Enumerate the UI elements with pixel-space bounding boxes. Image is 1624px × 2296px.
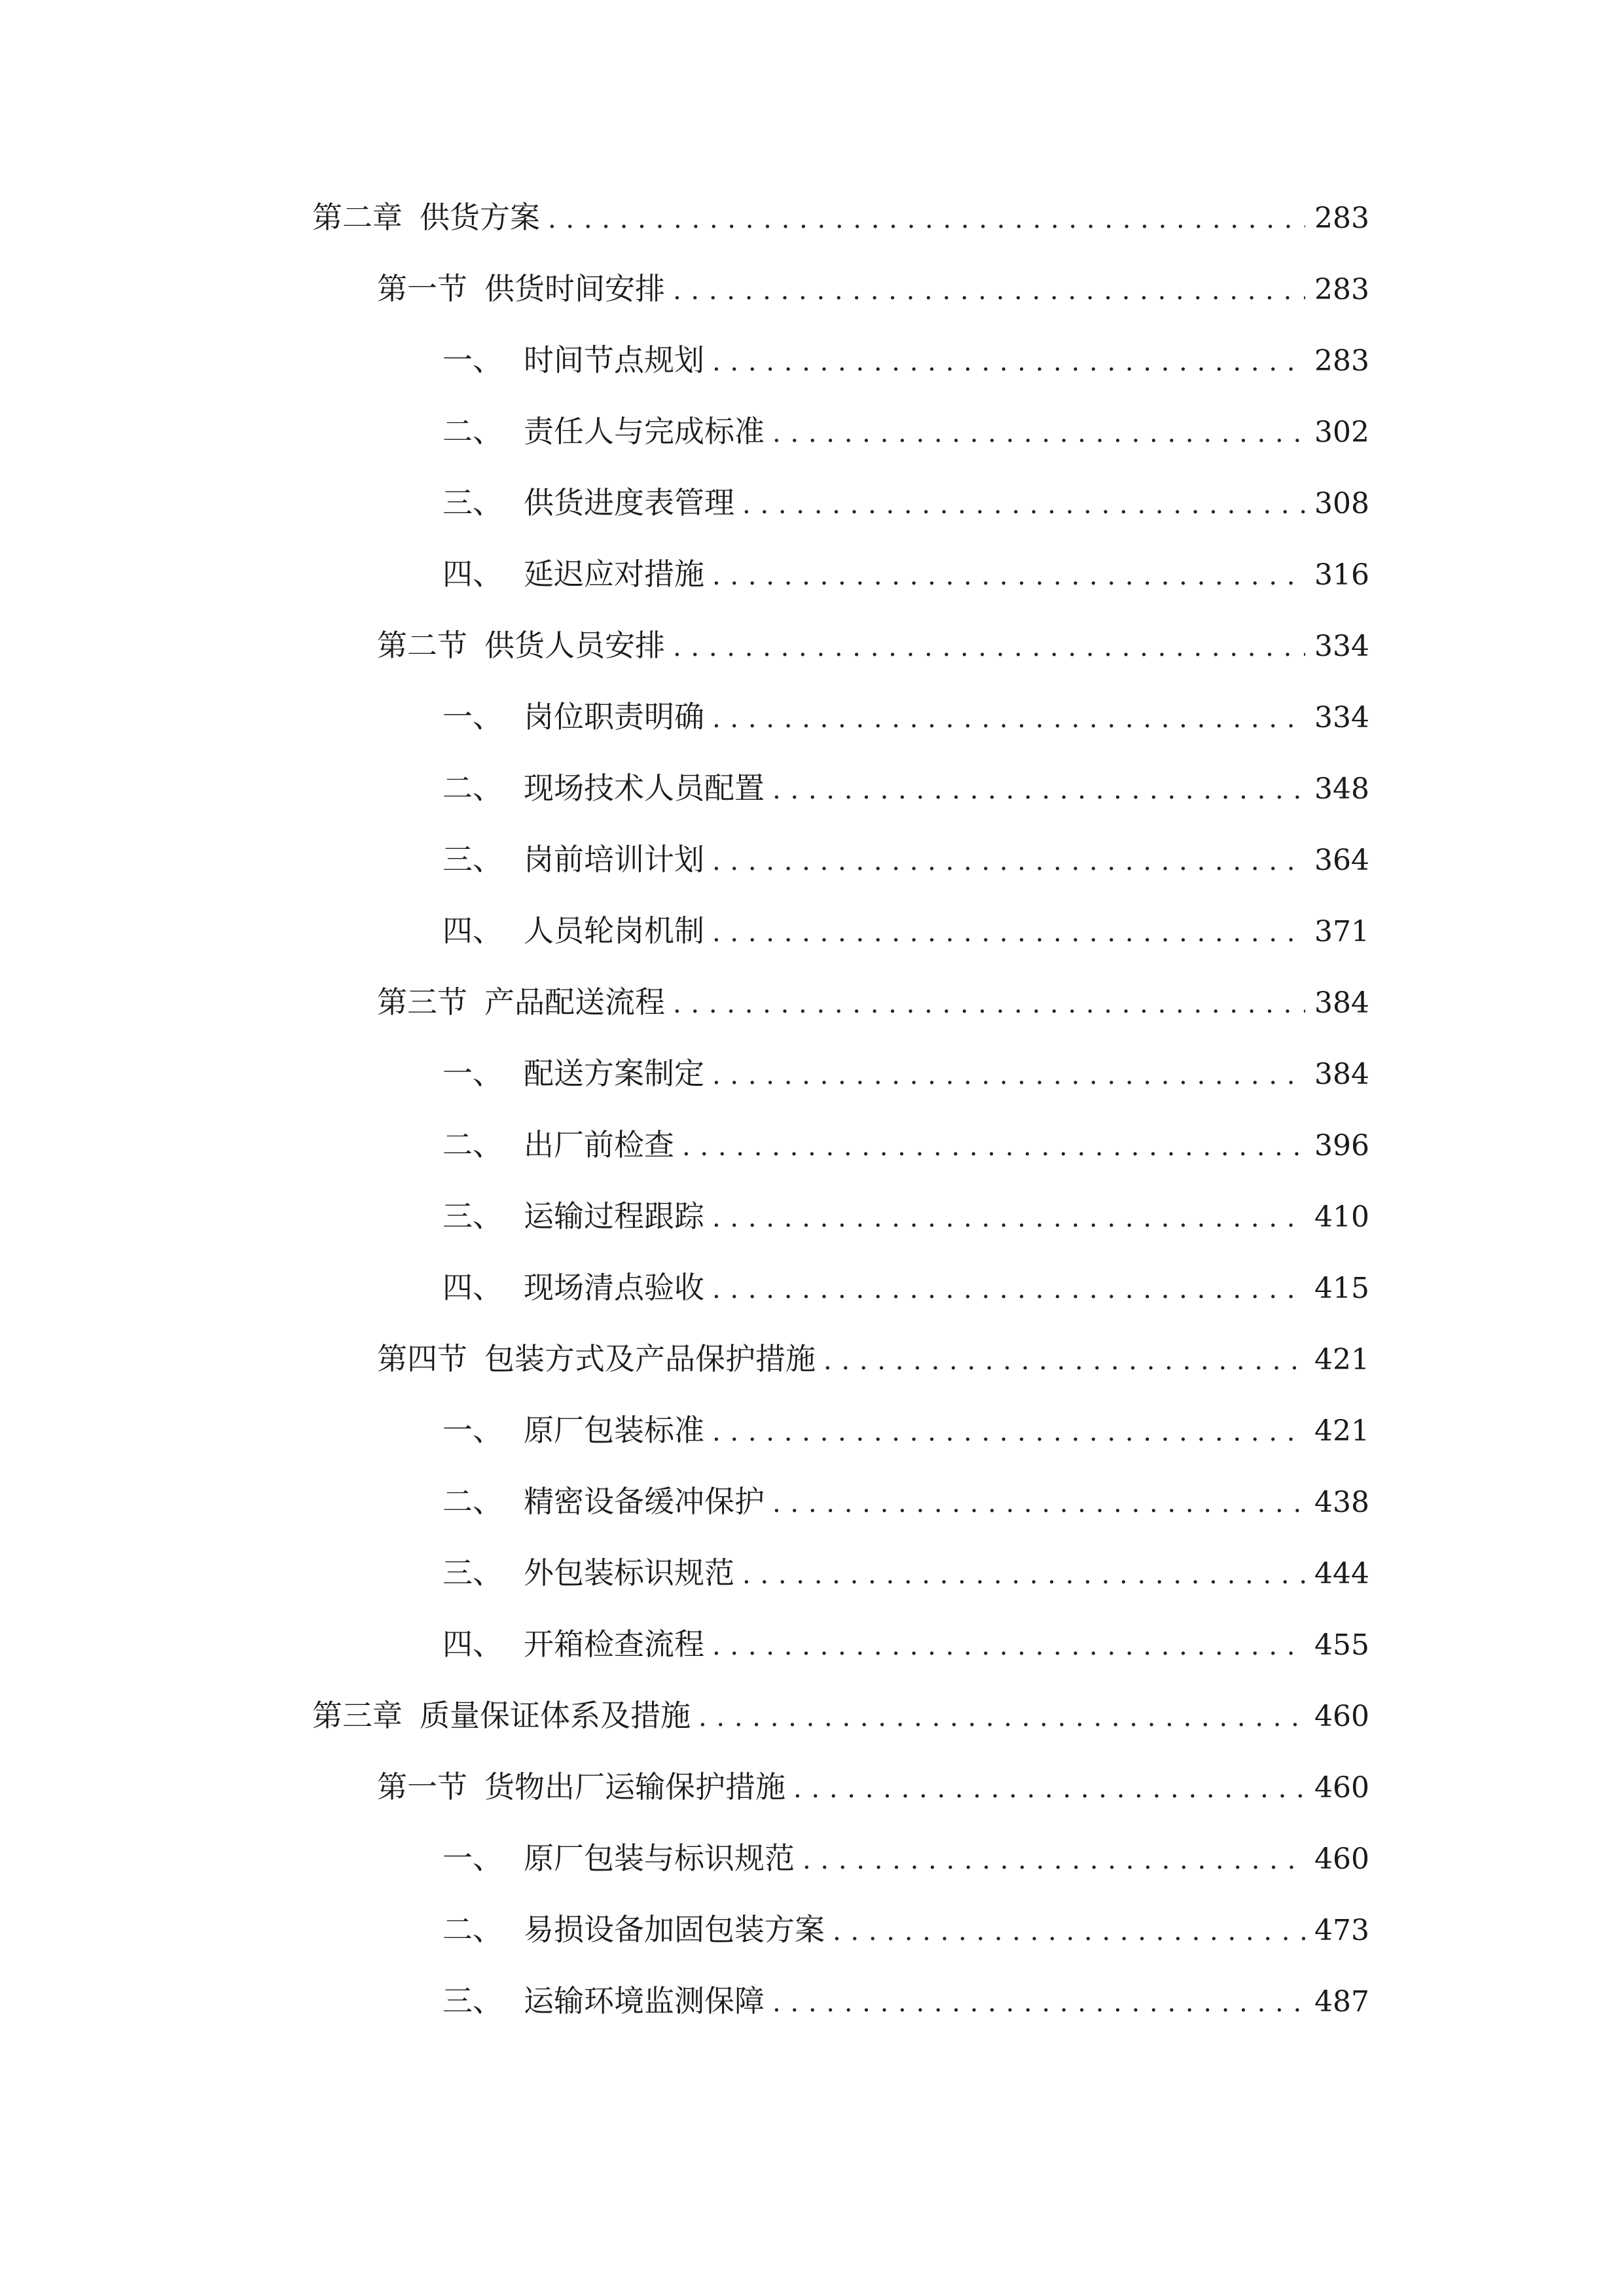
toc-entry-number: 二、 bbox=[442, 1912, 503, 1947]
toc-entry-page: 455 bbox=[1314, 1628, 1369, 1662]
toc-entry-subsection[interactable] bbox=[442, 334, 1369, 386]
toc-dot-leader bbox=[823, 1335, 1305, 1387]
toc-dot-leader bbox=[772, 407, 1305, 459]
toc-dot-leader bbox=[803, 1834, 1305, 1886]
toc-entry-subsection[interactable] bbox=[442, 476, 1369, 529]
toc-entry-title: 包装方式及产品保护措施 bbox=[484, 1341, 816, 1376]
toc-entry-title: 时间节点规划 bbox=[524, 342, 704, 378]
toc-entry-section[interactable] bbox=[377, 619, 1369, 672]
toc-dot-leader bbox=[712, 1192, 1305, 1244]
toc-entry-number: 第一节 bbox=[377, 1769, 467, 1804]
toc-dot-leader bbox=[712, 906, 1305, 959]
toc-dot-leader bbox=[548, 193, 1305, 245]
toc-entry-number: 二、 bbox=[442, 1484, 503, 1519]
toc-entry-section[interactable] bbox=[377, 262, 1369, 315]
toc-entry-page: 302 bbox=[1314, 416, 1369, 449]
toc-entry-number: 第二节 bbox=[377, 628, 467, 663]
toc-entry-page: 460 bbox=[1314, 1771, 1369, 1804]
toc-entry-subsection[interactable] bbox=[442, 1832, 1369, 1884]
toc-entry-title: 易损设备加固包装方案 bbox=[524, 1912, 825, 1947]
toc-entry-number: 三、 bbox=[442, 842, 503, 877]
toc-entry-subsection[interactable] bbox=[442, 1190, 1369, 1242]
toc-entry-chapter[interactable] bbox=[312, 1689, 1369, 1742]
toc-entry-title: 供货进度表管理 bbox=[524, 485, 734, 520]
toc-entry-page: 444 bbox=[1314, 1557, 1369, 1590]
toc-entry-number: 二、 bbox=[442, 414, 503, 449]
toc-entry-subsection[interactable] bbox=[442, 1404, 1369, 1456]
toc-entry-title: 精密设备缓冲保护 bbox=[524, 1484, 765, 1519]
toc-entry-page: 460 bbox=[1314, 1700, 1369, 1733]
toc-entry-number: 第二章 bbox=[312, 200, 403, 235]
toc-entry-page: 384 bbox=[1314, 1058, 1369, 1091]
toc-entry-title: 运输环境监测保障 bbox=[524, 1983, 765, 2018]
toc-entry-title: 原厂包装标准 bbox=[524, 1412, 704, 1448]
toc-entry-title: 现场清点验收 bbox=[524, 1270, 704, 1305]
toc-entry-number: 一、 bbox=[442, 1056, 503, 1091]
toc-entry-page: 334 bbox=[1314, 630, 1369, 663]
toc-entry-number: 三、 bbox=[442, 1555, 503, 1590]
toc-entry-number: 二、 bbox=[442, 770, 503, 806]
toc-entry-title: 货物出厂运输保护措施 bbox=[484, 1769, 785, 1804]
toc-entry-number: 一、 bbox=[442, 342, 503, 378]
toc-dot-leader bbox=[793, 1763, 1305, 1815]
toc-entry-title: 外包装标识规范 bbox=[524, 1555, 734, 1590]
toc-dot-leader bbox=[673, 978, 1305, 1030]
toc-entry-title: 配送方案制定 bbox=[524, 1056, 704, 1091]
toc-entry-number: 三、 bbox=[442, 485, 503, 520]
toc-entry-page: 410 bbox=[1314, 1200, 1369, 1234]
toc-entry-number: 三、 bbox=[442, 1198, 503, 1234]
toc-entry-subsection[interactable] bbox=[442, 548, 1369, 600]
toc-entry-page: 473 bbox=[1314, 1914, 1369, 1947]
toc-entry-page: 283 bbox=[1314, 273, 1369, 306]
toc-entry-subsection[interactable] bbox=[442, 1119, 1369, 1171]
toc-entry-chapter[interactable] bbox=[312, 191, 1369, 243]
toc-entry-subsection[interactable] bbox=[442, 1547, 1369, 1599]
toc-entry-page: 384 bbox=[1314, 986, 1369, 1020]
toc-entry-title: 责任人与完成标准 bbox=[524, 414, 765, 449]
toc-entry-subsection[interactable] bbox=[442, 691, 1369, 743]
toc-entry-subsection[interactable] bbox=[442, 762, 1369, 814]
toc-entry-subsection[interactable] bbox=[442, 1261, 1369, 1314]
toc-dot-leader bbox=[712, 1406, 1305, 1458]
toc-entry-title: 现场技术人员配置 bbox=[524, 770, 765, 806]
toc-entry-section[interactable] bbox=[377, 1761, 1369, 1813]
toc-entry-title: 质量保证体系及措施 bbox=[420, 1698, 691, 1733]
toc-entry-page: 460 bbox=[1314, 1842, 1369, 1876]
toc-entry-title: 岗前培训计划 bbox=[524, 842, 704, 877]
toc-entry-page: 438 bbox=[1314, 1486, 1369, 1519]
toc-dot-leader bbox=[712, 692, 1305, 745]
toc-entry-subsection[interactable] bbox=[442, 1975, 1369, 2027]
toc-entry-number: 四、 bbox=[442, 913, 503, 948]
toc-entry-page: 415 bbox=[1314, 1272, 1369, 1305]
toc-entry-number: 第三章 bbox=[312, 1698, 403, 1733]
toc-dot-leader bbox=[698, 1691, 1305, 1744]
toc-entry-title: 岗位职责明确 bbox=[524, 699, 704, 734]
toc-dot-leader bbox=[712, 835, 1305, 888]
toc-entry-title: 开箱检查流程 bbox=[524, 1626, 704, 1662]
toc-entry-page: 371 bbox=[1314, 915, 1369, 948]
toc-entry-number: 第三节 bbox=[377, 984, 467, 1020]
toc-dot-leader bbox=[673, 264, 1305, 317]
toc-entry-number: 第一节 bbox=[377, 271, 467, 306]
toc-entry-page: 316 bbox=[1314, 558, 1369, 592]
toc-entry-page: 364 bbox=[1314, 844, 1369, 877]
toc-entry-title: 运输过程跟踪 bbox=[524, 1198, 704, 1234]
toc-entry-subsection[interactable] bbox=[442, 1047, 1369, 1100]
toc-dot-leader bbox=[742, 478, 1305, 531]
toc-entry-number: 四、 bbox=[442, 1270, 503, 1305]
toc-dot-leader bbox=[772, 764, 1305, 816]
toc-entry-page: 308 bbox=[1314, 487, 1369, 520]
toc-entry-title: 供货人员安排 bbox=[484, 628, 665, 663]
toc-entry-title: 人员轮岗机制 bbox=[524, 913, 704, 948]
toc-entry-number: 三、 bbox=[442, 1983, 503, 2018]
toc-entry-number: 一、 bbox=[442, 1412, 503, 1448]
toc-entry-page: 283 bbox=[1314, 344, 1369, 378]
toc-entry-page: 348 bbox=[1314, 772, 1369, 806]
toc-dot-leader bbox=[673, 621, 1305, 673]
toc-entry-subsection[interactable] bbox=[442, 1618, 1369, 1670]
toc-entry-title: 供货时间安排 bbox=[484, 271, 665, 306]
toc-entry-number: 第四节 bbox=[377, 1341, 467, 1376]
toc-entry-page: 396 bbox=[1314, 1129, 1369, 1162]
toc-dot-leader bbox=[712, 1620, 1305, 1672]
toc-entry-number: 一、 bbox=[442, 699, 503, 734]
toc-entry-title: 延迟应对措施 bbox=[524, 556, 704, 592]
toc-entry-number: 一、 bbox=[442, 1840, 503, 1876]
toc-entry-title: 产品配送流程 bbox=[484, 984, 665, 1020]
toc-entry-section[interactable] bbox=[377, 976, 1369, 1028]
toc-entry-number: 四、 bbox=[442, 556, 503, 592]
toc-entry-subsection[interactable] bbox=[442, 405, 1369, 457]
toc-entry-page: 487 bbox=[1314, 1985, 1369, 2018]
toc-entry-title: 出厂前检查 bbox=[524, 1127, 674, 1162]
toc-dot-leader bbox=[682, 1121, 1305, 1173]
toc-dot-leader bbox=[772, 1477, 1305, 1530]
toc-entry-page: 421 bbox=[1314, 1343, 1369, 1376]
toc-entry-number: 四、 bbox=[442, 1626, 503, 1662]
toc-entry-page: 421 bbox=[1314, 1414, 1369, 1448]
toc-dot-leader bbox=[712, 336, 1305, 388]
toc-entry-title: 供货方案 bbox=[420, 200, 540, 235]
toc-dot-leader bbox=[712, 1263, 1305, 1316]
toc-entry-page: 334 bbox=[1314, 701, 1369, 734]
toc-entry-page: 283 bbox=[1314, 202, 1369, 235]
toc-dot-leader bbox=[772, 1977, 1305, 2029]
toc-entry-subsection[interactable] bbox=[442, 905, 1369, 957]
toc-dot-leader bbox=[712, 550, 1305, 602]
toc-entry-section[interactable] bbox=[377, 1333, 1369, 1385]
toc-dot-leader bbox=[833, 1905, 1305, 1958]
toc-entry-subsection[interactable] bbox=[442, 1475, 1369, 1528]
toc-entry-title: 原厂包装与标识规范 bbox=[524, 1840, 795, 1876]
toc-dot-leader bbox=[742, 1549, 1305, 1601]
toc-entry-subsection[interactable] bbox=[442, 833, 1369, 886]
toc-entry-subsection[interactable] bbox=[442, 1903, 1369, 1956]
toc-entry-number: 二、 bbox=[442, 1127, 503, 1162]
toc-dot-leader bbox=[712, 1049, 1305, 1102]
